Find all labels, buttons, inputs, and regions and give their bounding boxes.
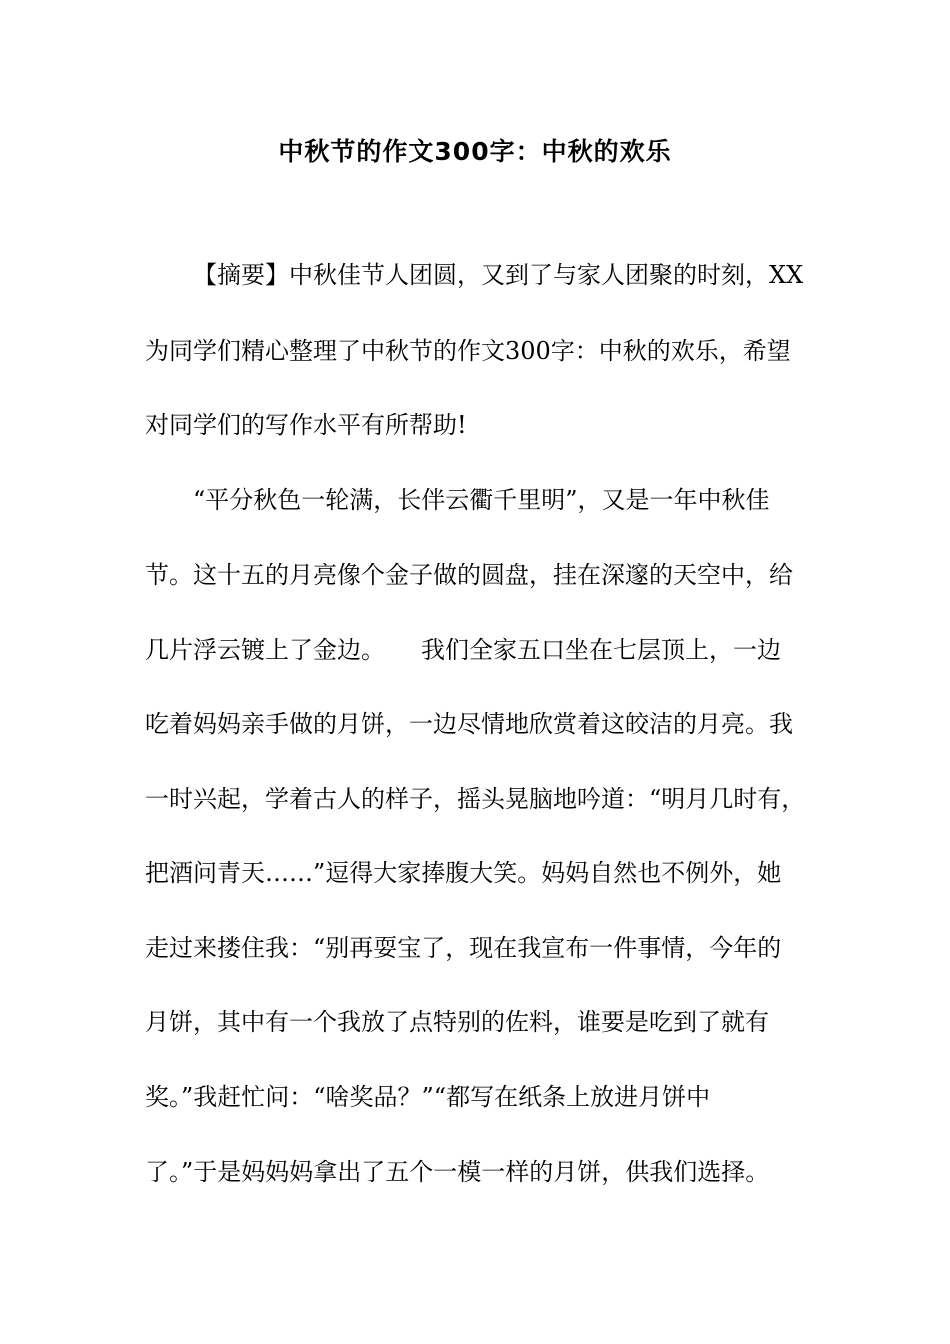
- text-line: 一时兴起，学着古人的样子，摇头晃脑地吟道：“明月几时有，: [145, 785, 806, 813]
- text-line: “平分秋色一轮满，长伴云衢千里明”，又是一年中秋佳: [193, 486, 770, 514]
- text-line: 对同学们的写作水平有所帮助!: [145, 411, 467, 439]
- text-line: 走过来搂住我：“别再耍宝了，现在我宣布一件事情，今年的: [145, 934, 782, 962]
- document-title: 中秋节的作文300字：中秋的欢乐: [278, 137, 672, 166]
- text-line: 为同学们精心整理了中秋节的作文300字：中秋的欢乐，希望: [145, 337, 791, 365]
- text-line: 吃着妈妈亲手做的月饼，一边尽情地欣赏着这皎洁的月亮。我: [145, 710, 793, 738]
- text-line: 几片浮云镀上了金边。 我们全家五口坐在七层顶上，一边: [145, 636, 781, 664]
- text-line: 月饼，其中有一个我放了点特别的佐料，谁要是吃到了就有: [145, 1008, 769, 1036]
- text-line: 了。”于是妈妈妈拿出了五个一模一样的月饼，供我们选择。: [145, 1158, 770, 1186]
- text-line: 节。这十五的月亮像个金子做的圆盘，挂在深邃的天空中，给: [145, 561, 793, 589]
- text-line: 把酒问青天……”逗得大家捧腹大笑。妈妈自然也不例外，她: [145, 859, 782, 887]
- text-line: 【摘要】中秋佳节人团圆，又到了与家人团聚的时刻，XX: [193, 261, 804, 289]
- text-line: 奖。”我赶忙问：“啥奖品？”“都写在纸条上放进月饼中: [145, 1083, 711, 1111]
